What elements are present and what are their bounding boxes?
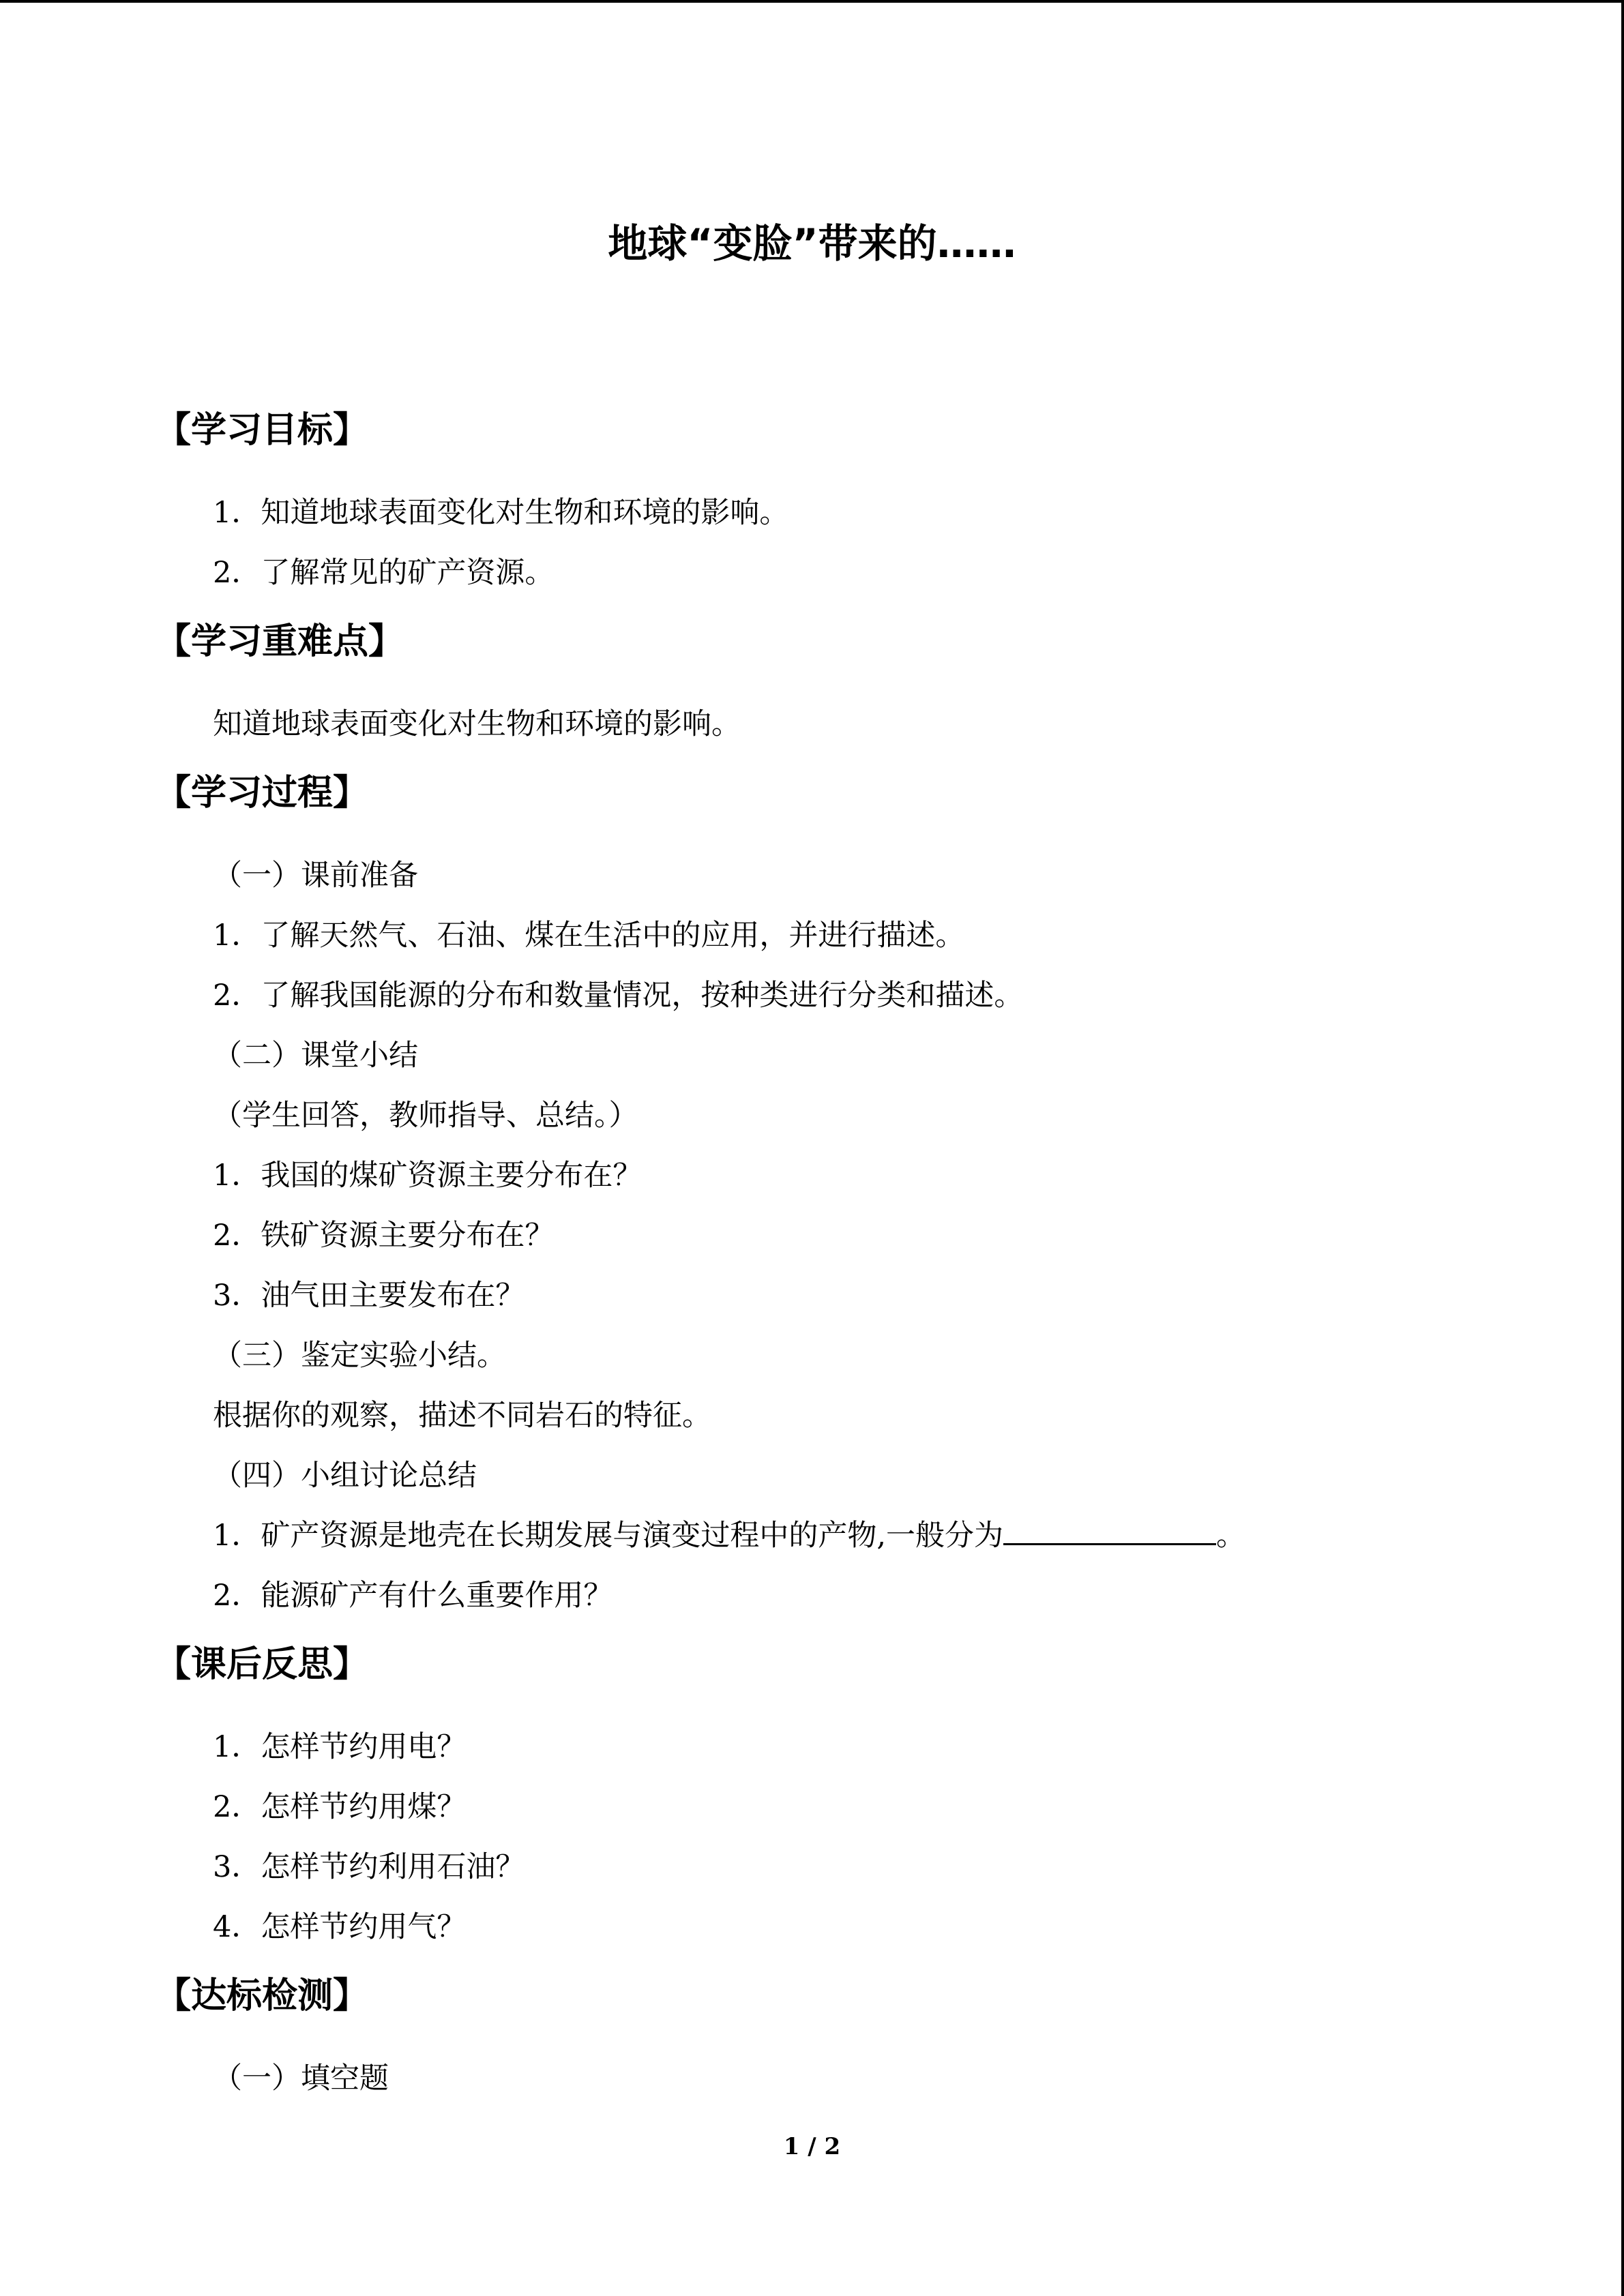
reflection-item-4: 4．怎样节约用气？ bbox=[213, 1910, 467, 1944]
reflection-item-2: 2．怎样节约用煤？ bbox=[213, 1790, 467, 1824]
process-part2-item-3: 3．油气田主要发布在？ bbox=[213, 1279, 525, 1313]
heading-learning-process: 【学习过程】 bbox=[156, 773, 369, 814]
process-part3-title: （三）鉴定实验小结。 bbox=[213, 1339, 506, 1373]
process-part4-title: （四）小组讨论总结 bbox=[213, 1459, 477, 1493]
process-part4-item-2: 2．能源矿产有什么重要作用？ bbox=[213, 1579, 613, 1613]
process-part2-title: （二）课堂小结 bbox=[213, 1039, 418, 1073]
heading-learning-goals: 【学习目标】 bbox=[156, 410, 369, 451]
reflection-item-3: 3．怎样节约利用石油？ bbox=[213, 1850, 525, 1884]
process-part1-title: （一）课前准备 bbox=[213, 859, 418, 893]
process-part1-item-2: 2．了解我国能源的分布和数量情况，按种类进行分类和描述。 bbox=[213, 979, 1024, 1013]
reflection-item-1: 1．怎样节约用电？ bbox=[213, 1730, 467, 1764]
document-title: 地球“变脸”带来的…… bbox=[608, 220, 1016, 267]
page-number: 1 / 2 bbox=[783, 2133, 841, 2160]
heading-assessment: 【达标检测】 bbox=[156, 1976, 369, 2016]
heading-key-points: 【学习重难点】 bbox=[156, 621, 404, 662]
test-part1-title: （一）填空题 bbox=[213, 2061, 389, 2096]
process-part2-item-2: 2．铁矿资源主要分布在？ bbox=[213, 1219, 555, 1253]
process-part4-item-1 bbox=[213, 1512, 1245, 1554]
process-part3-text: 根据你的观察，描述不同岩石的特征。 bbox=[213, 1399, 711, 1433]
process-part1-item-1: 1．了解天然气、石油、煤在生活中的应用，并进行描述。 bbox=[213, 919, 965, 953]
key-points-text: 知道地球表面变化对生物和环境的影响。 bbox=[213, 707, 741, 741]
fill-in-blank[interactable] bbox=[1003, 1516, 1216, 1545]
goal-item-2: 2．了解常见的矿产资源。 bbox=[213, 556, 555, 590]
heading-reflection: 【课后反思】 bbox=[156, 1644, 369, 1685]
goal-item-1: 1．知道地球表面变化对生物和环境的影响。 bbox=[213, 496, 789, 530]
part4-item-1-text: 1．矿产资源是地壳在长期发展与演变过程中的产物,一般分为 bbox=[213, 1519, 1004, 1553]
page-border-right bbox=[1621, 0, 1624, 2296]
page-border-top bbox=[0, 0, 1624, 3]
part4-item-1-end: 。 bbox=[1216, 1519, 1246, 1553]
process-part2-item-1: 1．我国的煤矿资源主要分布在？ bbox=[213, 1159, 643, 1193]
process-part2-note: （学生回答，教师指导、总结。） bbox=[213, 1099, 638, 1133]
